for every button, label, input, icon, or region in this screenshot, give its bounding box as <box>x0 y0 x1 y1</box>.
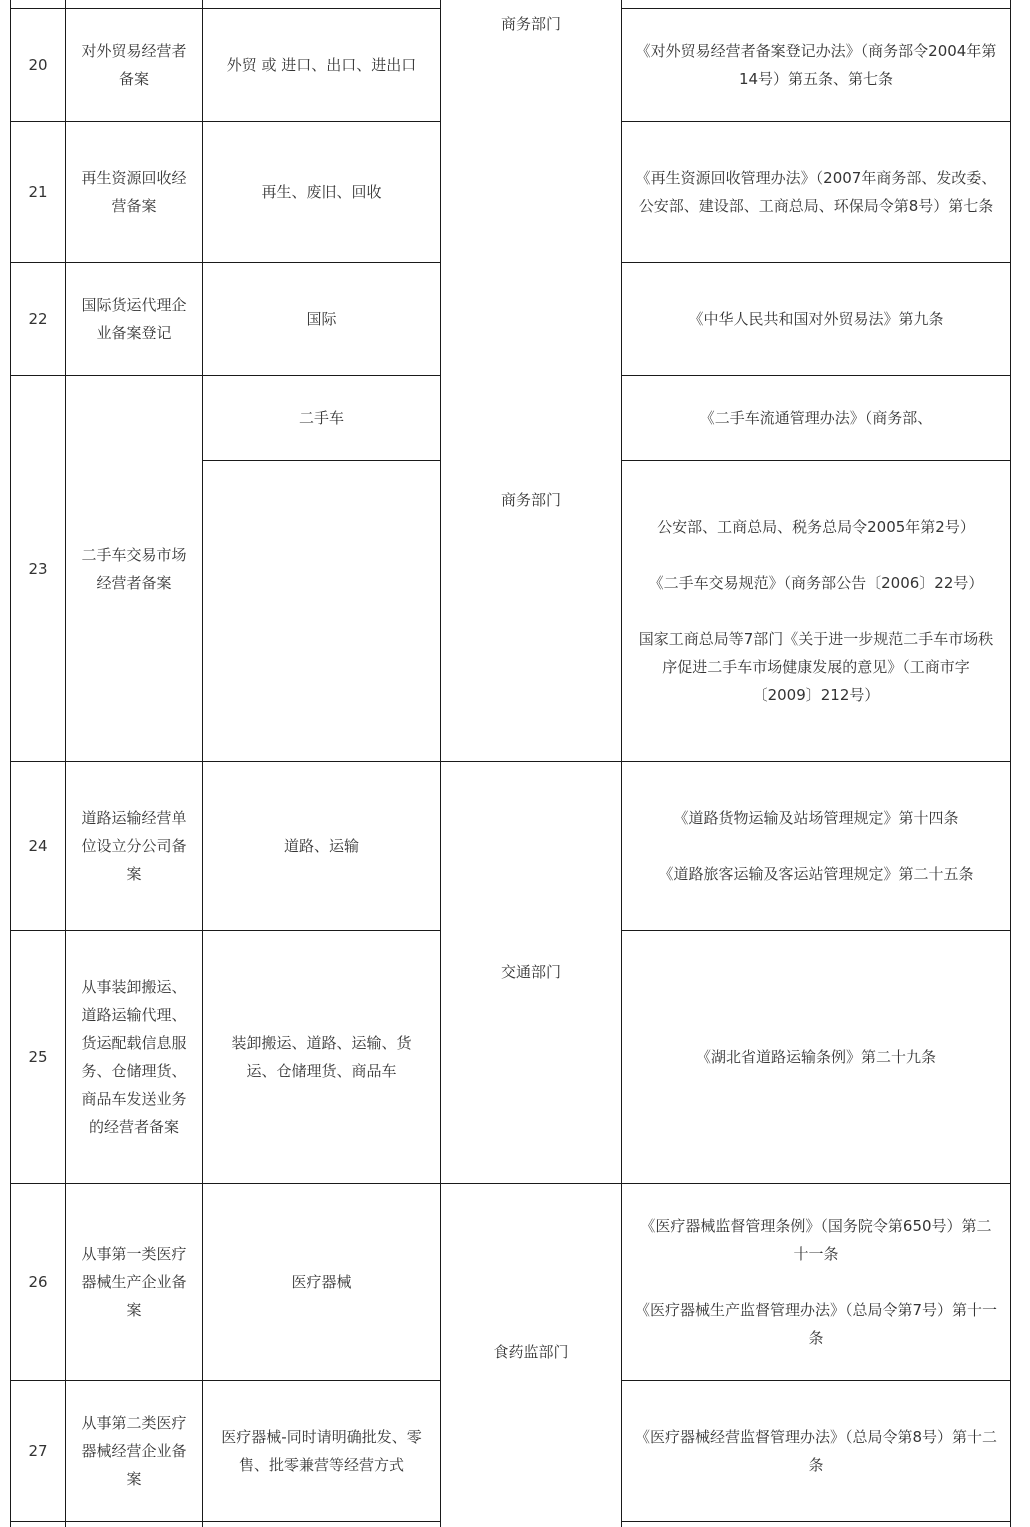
row-number: 20 <box>28 56 48 74</box>
filing-item: 从事第一类医疗器械生产企业备案 <box>81 1245 187 1319</box>
table-border-right <box>1010 0 1011 1527</box>
department-cell <box>441 1338 621 1366</box>
keywords: 二手车 <box>298 409 344 427</box>
legal-basis: 《医疗器械监督管理条例》（国务院令第650号）第二十一条 《医疗器械生产监督管理办法》（总局令第7号）第十一条 <box>634 1217 998 1347</box>
row-number: 26 <box>28 1273 48 1291</box>
filing-item: 从事装卸搬运、道路运输代理、货运配载信息服务、仓储理货、商品车发送业务的经营者备案 <box>81 978 187 1136</box>
legal-basis: 《二手车流通管理办法》（商务部、 <box>699 409 933 427</box>
filing-item: 国际货运代理企业备案登记 <box>81 296 187 342</box>
row-divider <box>621 1521 1011 1522</box>
department-cell <box>441 10 621 38</box>
legal-basis: 《道路货物运输及站场管理规定》第十四条 《道路旅客运输及客运站管理规定》第二十五条 <box>658 809 974 883</box>
legal-basis: 《医疗器械经营监督管理办法》（总局令第8号）第十二条 <box>634 1428 998 1474</box>
department-label: 食药监部门 <box>493 1343 569 1361</box>
row-number: 24 <box>28 837 48 855</box>
row-number: 22 <box>28 310 48 328</box>
department-label: 交通部门 <box>500 963 561 981</box>
department-label: 商务部门 <box>500 491 561 509</box>
row-number: 25 <box>28 1048 48 1066</box>
keywords: 医疗器械 <box>291 1273 352 1291</box>
department-label: 商务部门 <box>500 15 561 33</box>
filing-item: 二手车交易市场经营者备案 <box>81 545 187 592</box>
legal-basis: 《对外贸易经营者备案登记办法》（商务部令2004年第14号）第五条、第七条 <box>635 42 997 88</box>
keywords: 道路、运输 <box>283 837 359 855</box>
filing-item: 再生资源回收经营备案 <box>81 169 187 215</box>
keywords: 国际 <box>306 310 337 328</box>
keywords: 装卸搬运、道路、运输、货运、仓储理货、商品车 <box>231 1034 412 1080</box>
legal-basis: 《再生资源回收管理办法》（2007年商务部、发改委、公安部、建设部、工商总局、环保局令第8号）第七条 <box>635 169 997 215</box>
row-divider <box>10 1521 441 1522</box>
keywords: 外贸 或 进口、出口、进出口 <box>226 56 417 74</box>
department-cell <box>441 486 621 514</box>
filing-item: 从事第二类医疗器械经营企业备案 <box>81 1414 187 1488</box>
column-divider <box>440 0 441 1527</box>
row-divider <box>202 460 441 461</box>
filing-item: 道路运输经营单位设立分公司备案 <box>81 809 187 883</box>
legal-basis: 公安部、工商总局、税务总局令2005年第2号） 《二手车交易规范》（商务部公告〔2006〕22号） 国家工商总局等7部门《关于进一步规范二手车市场秩序促进二手车市场健康发展的意见》（工商市字〔2009〕212号） <box>638 518 994 704</box>
row-number: 27 <box>28 1442 48 1460</box>
department-cell <box>441 958 621 986</box>
row-number: 23 <box>28 559 48 578</box>
keywords: 医疗器械-同时请明确批发、零售、批零兼营等经营方式 <box>221 1428 422 1474</box>
filing-item: 对外贸易经营者备案 <box>81 42 187 88</box>
legal-basis: 《中华人民共和国对外贸易法》第九条 <box>688 310 944 328</box>
keywords: 再生、废旧、回收 <box>261 183 382 201</box>
row-number: 21 <box>28 183 48 201</box>
legal-basis: 《湖北省道路运输条例》第二十九条 <box>695 1048 936 1066</box>
